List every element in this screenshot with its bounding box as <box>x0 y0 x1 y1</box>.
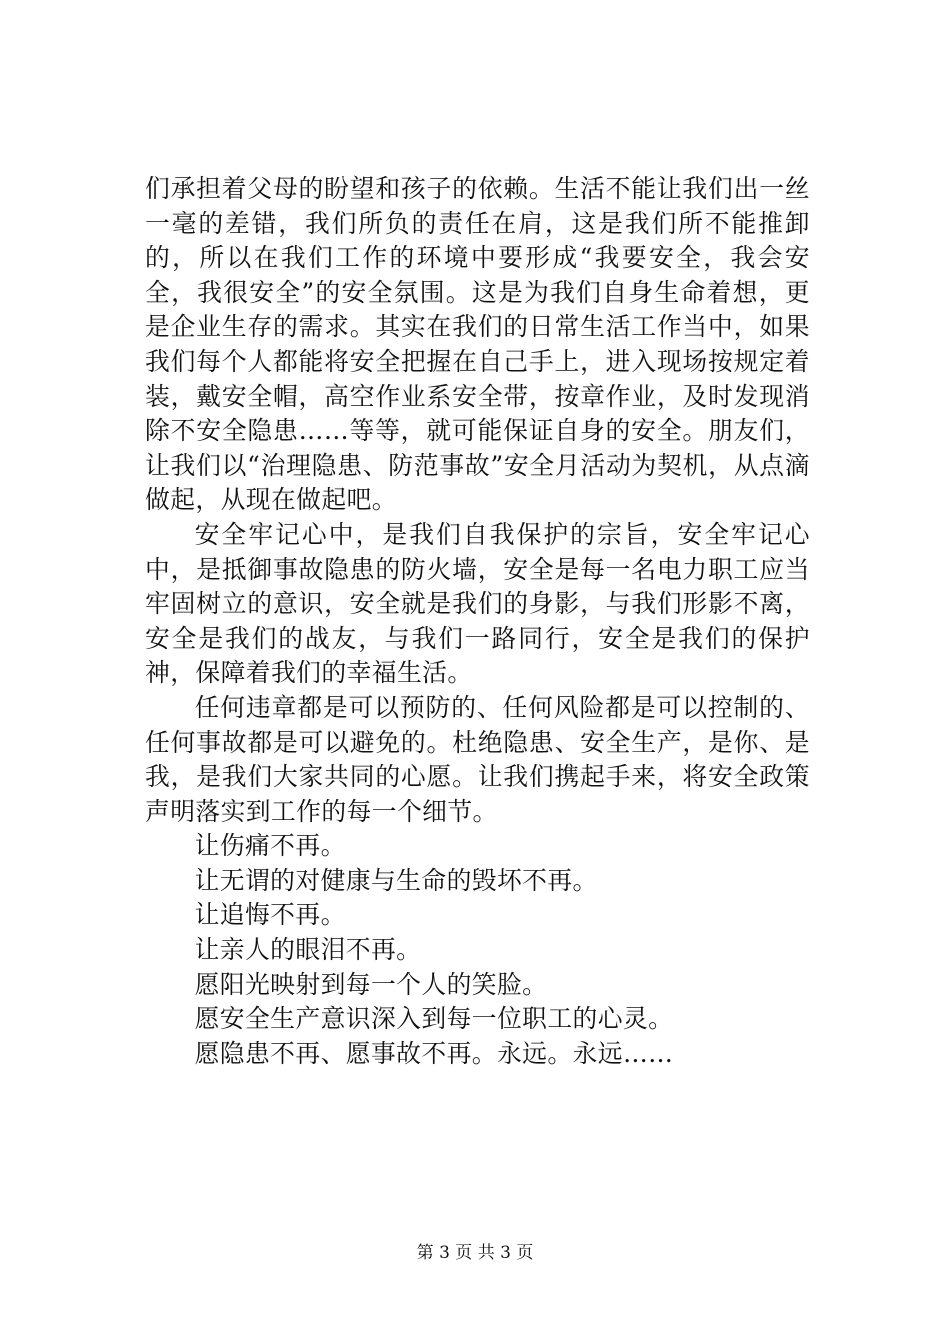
closing-line-2: 让无谓的对健康与生命的毁坏不再。 <box>194 865 598 895</box>
document-body <box>145 172 810 1071</box>
page-footer: 第 3 页 共 3 页 <box>416 1243 534 1263</box>
closing-line-6: 愿安全生产意识深入到每一位职工的心灵。 <box>194 1004 674 1034</box>
closing-line-5: 愿阳光映射到每一个人的笑脸。 <box>194 969 548 999</box>
closing-line-3: 让追悔不再。 <box>194 900 346 930</box>
paragraph-2: 安全牢记心中，是我们自我保护的宗旨，安全牢记心中，是抵御事故隐患的防火墙，安全是每一名电力职工应当牢固树立的意识，安全就是我们的身影，与我们形影不离，安全是我们的战友，与我们一路同行，安全是我们的保护神，保障着我们的幸福生活。 <box>145 519 810 688</box>
closing-line-4: 让亲人的眼泪不再。 <box>194 935 422 965</box>
paragraph-1: 们承担着父母的盼望和孩子的依赖。生活不能让我们出一丝一毫的差错，我们所负的责任在肩，这是我们所不能推卸的，所以在我们工作的环境中要形成“我要安全，我会安全，我很安全”的安全氛围。这是为我们自身生命着想，更是企业生存的需求。其实在我们的日常生活工作当中，如果我们每个人都能将安全把握在自己手上，进入现场按规定着装，戴安全帽，高空作业系安全带，按章作业，及时发现消除不安全隐患……等等，就可能保证自身的安全。朋友们，让我们以“治理隐患、防范事故”安全月活动为契机，从点滴做起，从现在做起吧。 <box>145 174 810 515</box>
paragraph-3: 任何违章都是可以预防的、任何风险都是可以控制的、任何事故都是可以避免的。杜绝隐患、安全生产，是你、是我，是我们大家共同的心愿。让我们携起手来，将安全政策声明落实到工作的每一个细节。 <box>145 692 810 826</box>
closing-line-7: 愿隐患不再、愿事故不再。永远。永远…… <box>194 1038 674 1068</box>
closing-line-1: 让伤痛不再。 <box>194 831 346 861</box>
